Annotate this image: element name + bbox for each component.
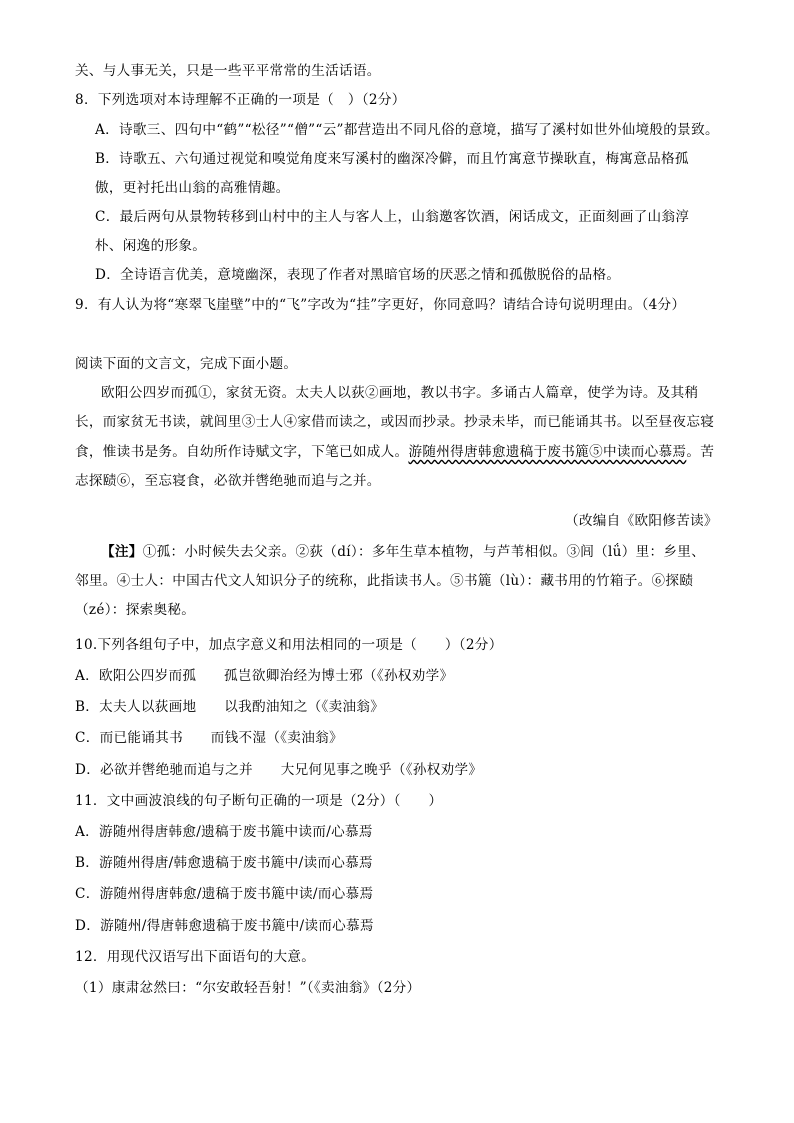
q8-option-c-line1: C．最后两句从景物转移到山村中的主人与客人上，山翁邀客饮酒，闲话成文，正面刻画了山翁淳 [95, 209, 690, 225]
q10-option-a: A．欧阳公四岁而孤 孤岂欲卿治经为博士邪（《孙权劝学》 [75, 668, 454, 684]
notes-line-3: （zé）：探索奥秘。 [75, 602, 196, 618]
wavy-underlined-sentence: 游随州得唐韩愈遗稿于废书簏⑤中读而心慕焉 [408, 444, 687, 460]
q8-intro-text: 关、与人事无关，只是一些平平常常的生活话语。 [75, 63, 381, 79]
passage-line-3-start: 食，惟读书是务。自幼所作诗赋文字，下笔已如成人。 [75, 444, 409, 460]
notes-line-2: 邻里。④士人：中国古代文人知识分子的统称，此指读书人。⑤书簏（lù）：藏书用的竹箱子。⑥探赜 [75, 573, 694, 589]
q12-stem: 12．用现代汉语写出下面语句的大意。 [75, 949, 316, 965]
passage-line-1: 欧阳公四岁而孤①，家贫无资。太夫人以荻②画地，教以书字。多诵古人篇章，使学为诗。及其稍 [101, 385, 699, 401]
passage-line-2: 长，而家贫无书读，就闾里③士人④家借而读之，或因而抄录。抄录未毕，而已能诵其书。以至昼夜忘寝 [75, 414, 715, 430]
passage-line-3-end: 。苦 [686, 444, 715, 460]
passage-line-3 [75, 443, 714, 461]
q8-option-a: A．诗歌三、四句中“鹤”“松径”“僧”“云”都营造出不同凡俗的意境，描写了溪村如世外仙境般的景致。 [95, 122, 719, 138]
passage-source: （改编自《欧阳修苦读》 [565, 513, 718, 529]
q11-option-c: C．游随州得唐韩愈/遗稿于废书簏中读/而心慕焉 [75, 886, 374, 902]
q8-option-d: D．全诗语言优美，意境幽深，表现了作者对黑暗官场的厌恶之情和孤傲脱俗的品格。 [95, 267, 621, 283]
q11-stem: 11．文中画波浪线的句子断句正确的一项是（2分）（ ） [75, 793, 443, 809]
q11-option-b: B．游随州得唐/韩愈遗稿于废书簏中/读而心慕焉 [75, 855, 373, 871]
passage-line-4: 志探赜⑥，至忘寝食，必欲并辔绝驰而追与之并。 [75, 473, 381, 489]
q9-stem: 9．有人认为将“寒翠飞崖壁”中的“飞”字改为“挂”字更好，你同意吗？请结合诗句说明理由。（4分） [75, 297, 686, 313]
q10-option-c: C．而已能诵其书 而钱不湿（《卖油翁》 [75, 730, 343, 746]
q8-option-b-line2: 傲，更衬托出山翁的高雅情趣。 [95, 180, 290, 196]
notes-line-1 [101, 543, 705, 561]
q11-option-a: A．游随州得唐韩愈/遗稿于废书簏中读而/心慕焉 [75, 824, 373, 840]
q11-option-d: D．游随州/得唐韩愈遗稿于废书簏中/读而心慕焉 [75, 918, 374, 934]
reading-intro: 阅读下面的文言文，完成下面小题。 [75, 356, 298, 372]
notes-text-1: ①孤：小时候失去父亲。②荻（dí）：多年生草本植物，与芦苇相似。③闾（lǘ）里：乡里、 [142, 544, 706, 560]
q10-stem: 10.下列各组句子中，加点字意义和用法相同的一项是（ ）（2分） [75, 637, 503, 653]
q8-option-b-line1: B．诗歌五、六句通过视觉和嗅觉角度来写溪村的幽深冷僻，而且竹寓意节操耿直，梅寓意品格孤 [95, 151, 689, 167]
q10-option-b: B．太夫人以荻画地 以我酌油知之（《卖油翁》 [75, 699, 385, 715]
q8-option-c-line2: 朴、闲逸的形象。 [95, 238, 207, 254]
q12-sentence-1: （1）康肃忿然曰：“尔安敢轻吾射！”（《卖油翁》（2分） [75, 980, 421, 996]
notes-label: 【注】 [101, 544, 143, 560]
q8-stem: 8．下列选项对本诗理解不正确的一项是（ ）（2分） [75, 92, 406, 108]
q10-option-d: D．必欲并辔绝驰而追与之并 大兄何见事之晚乎（《孙权劝学》 [75, 762, 483, 778]
